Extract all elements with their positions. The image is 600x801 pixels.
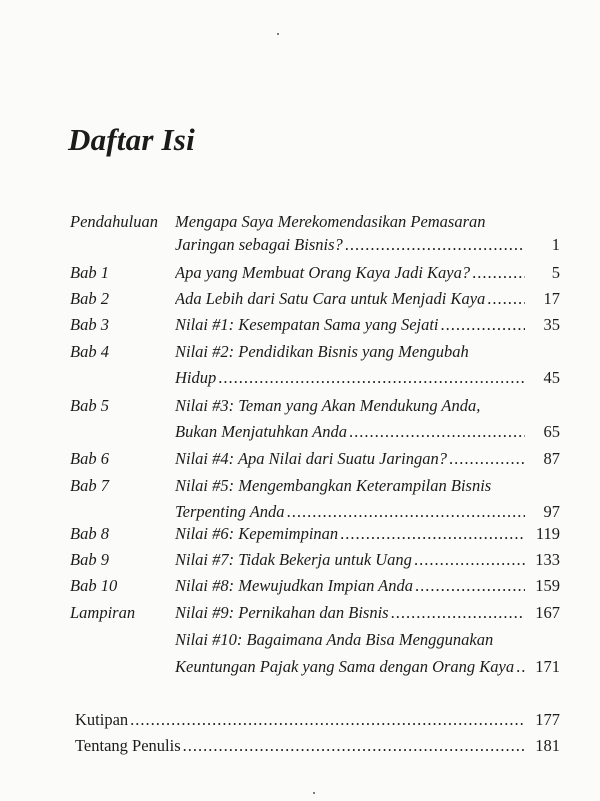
- toc-row: [0, 708, 600, 732]
- leader-dots: [345, 233, 525, 257]
- scan-speck: [277, 33, 279, 35]
- toc-row: [0, 340, 600, 364]
- toc-page-number: 181: [535, 736, 560, 755]
- toc-entry: [75, 708, 525, 732]
- toc-label: Bab 9: [70, 550, 109, 569]
- leader-dots: [349, 420, 525, 444]
- toc-row: [0, 601, 600, 625]
- scan-speck: [313, 792, 315, 794]
- toc-label: Bab 6: [70, 449, 109, 468]
- toc-row: [0, 313, 600, 337]
- toc-title: Nilai #1: Kesempatan Sama yang Sejati: [175, 315, 439, 334]
- toc-row: [0, 500, 600, 524]
- toc-entry: [175, 366, 525, 390]
- toc-title: Bukan Menjatuhkan Anda: [175, 422, 347, 441]
- page-title: Daftar Isi: [68, 122, 195, 157]
- toc-page-number: 167: [535, 603, 560, 622]
- toc-entry: [175, 447, 525, 471]
- toc-page-number: 171: [535, 657, 560, 676]
- toc-row: [0, 233, 600, 257]
- toc-title: Hidup: [175, 368, 217, 387]
- toc-title: Nilai #4: Apa Nilai dari Suatu Jaringan?: [175, 449, 447, 468]
- leader-dots: [414, 548, 525, 572]
- leader-dots: [218, 366, 525, 390]
- toc-row: [0, 420, 600, 444]
- toc-entry: [75, 734, 525, 758]
- toc-page-number: 159: [535, 576, 560, 595]
- toc-page-number: 119: [535, 524, 560, 543]
- toc-entry: [175, 287, 525, 311]
- toc-label: Bab 7: [70, 476, 109, 495]
- toc-label: Bab 4: [70, 342, 109, 361]
- toc-row: [0, 447, 600, 471]
- toc-row: [0, 287, 600, 311]
- toc-label: Bab 1: [70, 263, 109, 282]
- toc-title: Ada Lebih dari Satu Cara untuk Menjadi Kaya: [175, 289, 486, 308]
- toc-row: [0, 628, 600, 652]
- toc-entry: [175, 474, 525, 498]
- toc-entry: [175, 420, 525, 444]
- leader-dots: [415, 574, 525, 598]
- toc-label: Lampiran: [70, 603, 136, 622]
- leader-dots: [130, 708, 525, 732]
- toc-page-number: 45: [543, 368, 560, 387]
- toc-page-number: 97: [543, 502, 560, 521]
- toc-row: [0, 734, 600, 758]
- toc-title: Nilai #3: Teman yang Akan Mendukung Anda,: [175, 396, 481, 415]
- toc-row: [0, 574, 600, 598]
- toc-title: Nilai #5: Mengembangkan Keterampilan Bisnis: [175, 476, 492, 495]
- toc-entry: [175, 655, 525, 679]
- toc-title: Mengapa Saya Merekomendasikan Pemasaran: [175, 212, 486, 231]
- toc-title: Nilai #8: Mewujudkan Impian Anda: [175, 576, 414, 595]
- toc-entry: [175, 574, 525, 598]
- toc-page-number: 177: [535, 710, 560, 729]
- toc-title: Nilai #6: Kepemimpinan: [175, 524, 339, 543]
- toc-entry: [175, 394, 525, 418]
- toc-page-number: 35: [543, 315, 560, 334]
- toc-entry: [175, 313, 525, 337]
- toc-title: Keuntungan Pajak yang Sama dengan Orang Kaya: [175, 657, 515, 676]
- toc-label: Bab 10: [70, 576, 118, 595]
- toc-row: [0, 522, 600, 546]
- toc-entry: [175, 522, 525, 546]
- toc-title: Kutipan: [75, 710, 129, 729]
- toc-label: Bab 5: [70, 396, 109, 415]
- toc-page-number: 133: [535, 550, 560, 569]
- toc-row: [0, 655, 600, 679]
- toc-label: Bab 8: [70, 524, 109, 543]
- toc-title: Nilai #2: Pendidikan Bisnis yang Mengubah: [175, 342, 469, 361]
- leader-dots: [287, 500, 525, 524]
- toc-entry: [175, 340, 525, 364]
- toc-row: [0, 394, 600, 418]
- toc-row: [0, 474, 600, 498]
- toc-label: Pendahuluan: [70, 212, 158, 231]
- toc-label: Bab 3: [70, 315, 109, 334]
- toc-entry: [175, 628, 525, 652]
- toc-title: Nilai #9: Pernikahan dan Bisnis: [175, 603, 389, 622]
- toc-entry: [175, 500, 525, 524]
- toc-title: Jaringan sebagai Bisnis?: [175, 235, 343, 254]
- toc-page-number: 17: [543, 289, 560, 308]
- leader-dots: [391, 601, 525, 625]
- toc-title: Nilai #10: Bagaimana Anda Bisa Menggunakan: [175, 630, 494, 649]
- toc-row: [0, 261, 600, 285]
- toc-row: [0, 210, 600, 234]
- toc-title: Nilai #7: Tidak Bekerja untuk Uang: [175, 550, 412, 569]
- toc-title: Terpenting Anda: [175, 502, 285, 521]
- toc-entry: [175, 601, 525, 625]
- toc-row: [0, 366, 600, 390]
- toc-page-number: 65: [543, 422, 560, 441]
- toc-entry: [175, 233, 525, 257]
- toc-page-number: 1: [551, 235, 560, 254]
- leader-dots: [183, 734, 525, 758]
- toc-label: Bab 2: [70, 289, 109, 308]
- toc-entry: [175, 548, 525, 572]
- toc-page-number: 5: [551, 263, 560, 282]
- toc-entry: [175, 261, 525, 285]
- toc-title: Apa yang Membuat Orang Kaya Jadi Kaya?: [175, 263, 471, 282]
- leader-dots: [340, 522, 525, 546]
- toc-title: Tentang Penulis: [75, 736, 181, 755]
- toc-row: [0, 548, 600, 572]
- toc-entry: [175, 210, 525, 234]
- toc-page-number: 87: [543, 449, 560, 468]
